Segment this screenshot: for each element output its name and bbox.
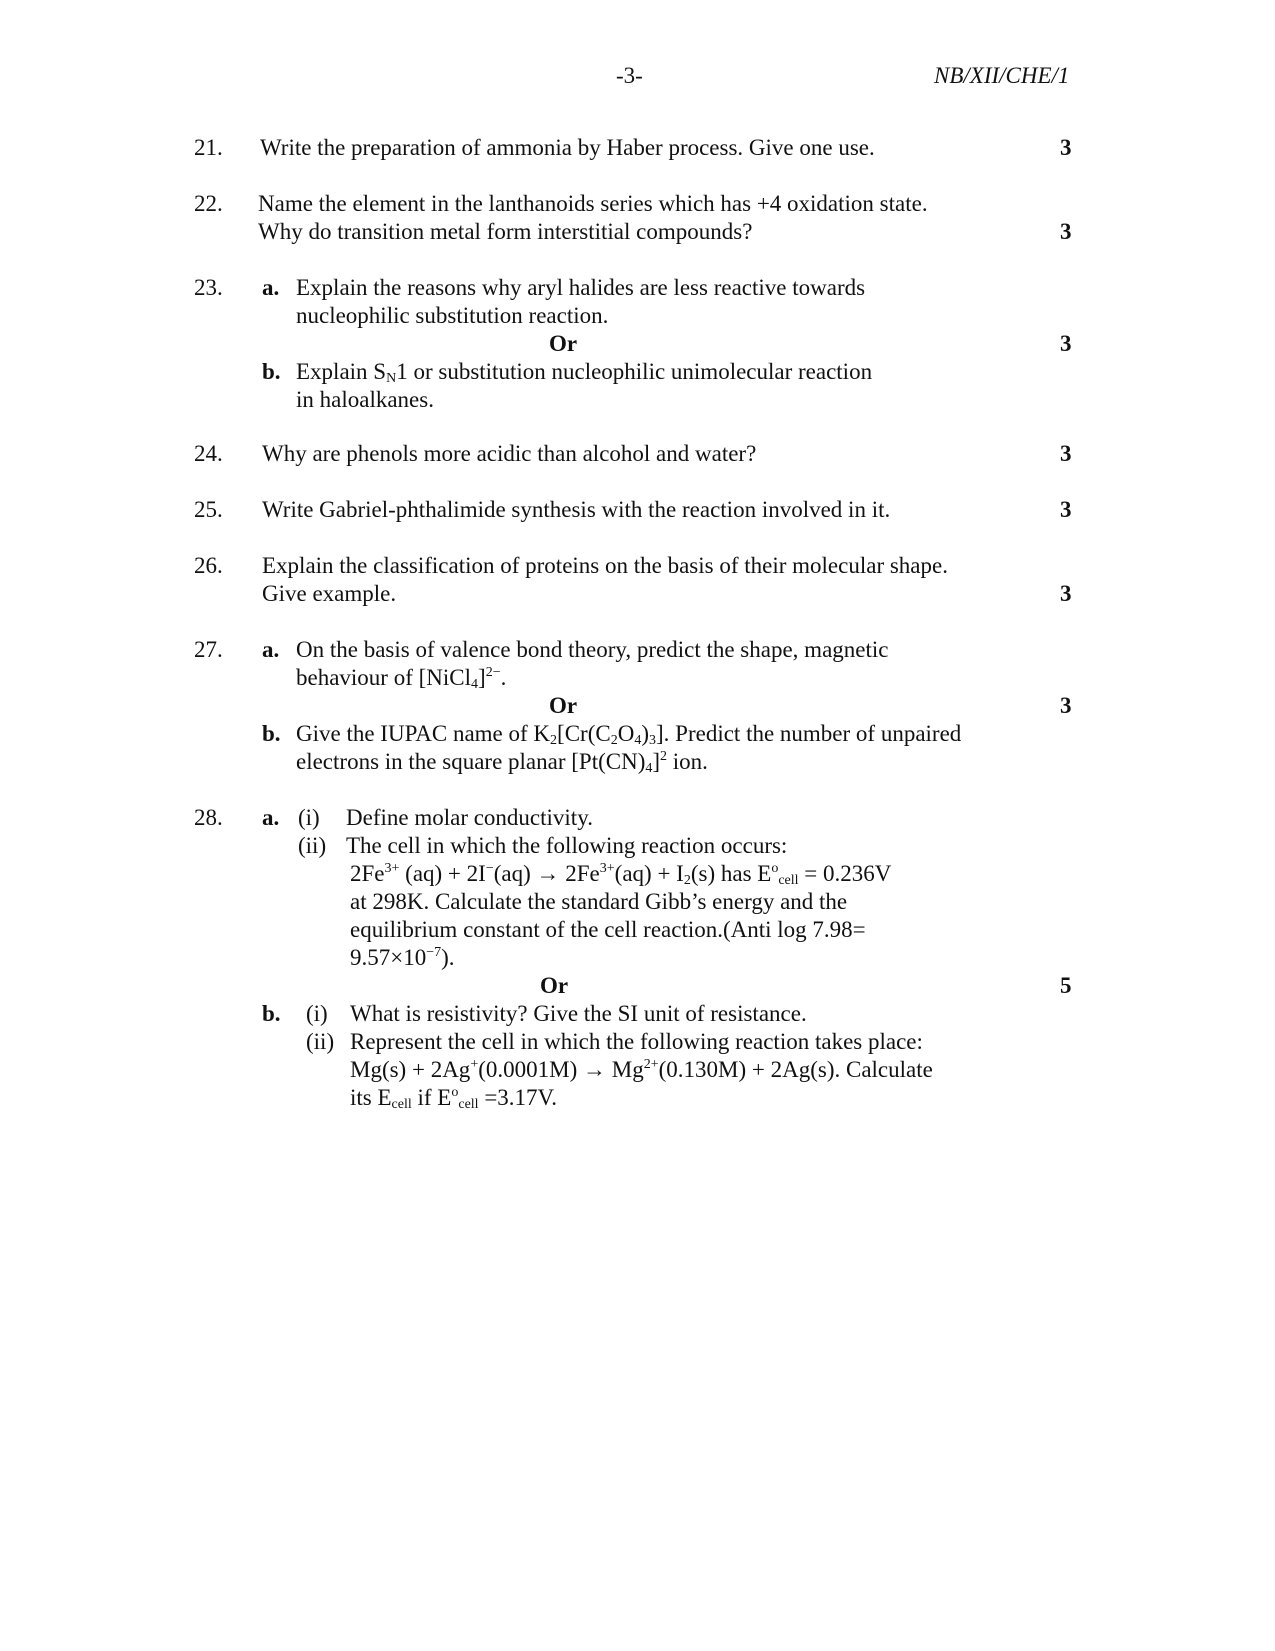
text-segment: Explain S: [296, 359, 387, 384]
question-text-line: at 298K. Calculate the standard Gibb’s energy and the: [350, 889, 848, 914]
subscript: 4: [634, 733, 642, 748]
or-separator: Or: [549, 331, 578, 356]
question-text-line: Why do transition metal form interstitial compounds?: [258, 219, 753, 244]
question-marks: 3: [1060, 497, 1072, 522]
subpart-label: (i): [298, 805, 320, 830]
text-segment: = 0.236V: [798, 861, 892, 886]
text-segment: its E: [350, 1085, 392, 1110]
reaction-equation: [350, 860, 891, 888]
text-segment: (aq) + I: [614, 861, 684, 886]
subscript: 4: [471, 677, 479, 692]
superscript: 3+: [599, 861, 615, 876]
question-number: 28.: [194, 805, 223, 830]
text-segment: ]. Predict the number of unpaired: [656, 721, 962, 746]
subscript: 4: [645, 761, 653, 776]
or-separator: Or: [540, 973, 569, 998]
question-text-line: equilibrium constant of the cell reaction.(Anti log 7.98=: [350, 917, 866, 942]
question-number: 27.: [194, 637, 223, 662]
question-text-line: [296, 664, 506, 692]
text-segment: [Cr(C: [557, 721, 611, 746]
text-segment: (aq) → 2Fe: [493, 861, 600, 886]
question-text-line: [296, 358, 872, 386]
part-b-label: b.: [262, 359, 281, 384]
question-marks: 3: [1060, 581, 1072, 606]
question-text-line: On the basis of valence bond theory, predict the shape, magnetic: [296, 637, 889, 662]
subpart-label: (ii): [306, 1029, 335, 1054]
text-segment: behaviour of [NiCl: [296, 665, 472, 690]
text-segment: =3.17V.: [478, 1085, 557, 1110]
part-b-label: b.: [262, 721, 281, 746]
subscript: N: [386, 371, 397, 386]
question-text-line: [350, 1084, 557, 1112]
text-segment: 2Fe: [350, 861, 385, 886]
text-segment: if E: [411, 1085, 452, 1110]
text-segment: 9.57×10: [350, 945, 427, 970]
question-number: 26.: [194, 553, 223, 578]
text-segment: ).: [441, 945, 455, 970]
text-segment: ion.: [667, 749, 708, 774]
text-segment: (0.0001M) → Mg: [478, 1057, 644, 1082]
question-text-line: What is resistivity? Give the SI unit of resistance.: [350, 1001, 807, 1026]
text-segment: ]: [478, 665, 486, 690]
question-number: 22.: [194, 191, 223, 216]
question-text-line: Explain the reasons why aryl halides are less reactive towards: [296, 275, 866, 300]
question-text: Write the preparation of ammonia by Haber process. Give one use.: [260, 135, 875, 160]
text-segment: Mg(s) + 2Ag: [350, 1057, 471, 1082]
question-marks: 3: [1060, 693, 1072, 718]
text-segment: electrons in the square planar [Pt(CN): [296, 749, 646, 774]
question-marks: 3: [1060, 441, 1072, 466]
superscript: 3+: [384, 861, 400, 876]
reaction-equation: [350, 1056, 933, 1084]
question-text-line: The cell in which the following reaction occurs:: [346, 833, 788, 858]
question-marks: 5: [1060, 973, 1072, 998]
question-text-line: Represent the cell in which the following reaction takes place:: [350, 1029, 923, 1054]
question-marks: 3: [1060, 135, 1072, 160]
text-segment: 1 or substitution nucleophilic unimolecular reaction: [396, 359, 873, 384]
text-segment: (aq) + 2I: [399, 861, 486, 886]
superscript: −7: [426, 945, 442, 960]
question-text-line: Give example.: [262, 581, 397, 606]
subscript: 2: [610, 733, 618, 748]
superscript: 2−: [485, 665, 501, 680]
subscript: cell: [778, 873, 799, 888]
question-marks: 3: [1060, 219, 1072, 244]
text-segment: .: [500, 665, 507, 690]
subpart-label: (ii): [298, 833, 327, 858]
subpart-label: (i): [306, 1001, 328, 1026]
part-a-label: a.: [262, 637, 280, 662]
question-number: 24.: [194, 441, 223, 466]
question-text-line: [296, 720, 961, 748]
superscript: o: [771, 861, 779, 876]
question-text: Write Gabriel-phthalimide synthesis with the reaction involved in it.: [262, 497, 891, 522]
text-segment: Give the IUPAC name of K: [296, 721, 551, 746]
text-segment: (s) has E: [690, 861, 772, 886]
text-segment: (0.130M) + 2Ag(s). Calculate: [658, 1057, 933, 1082]
subscript: 2: [683, 873, 691, 888]
question-text-line: Define molar conductivity.: [346, 805, 593, 830]
question-marks: 3: [1060, 331, 1072, 356]
question-text: Why are phenols more acidic than alcohol and water?: [262, 441, 757, 466]
question-number: 23.: [194, 275, 223, 300]
question-text-line: nucleophilic substitution reaction.: [296, 303, 609, 328]
subscript: 3: [649, 733, 657, 748]
page-number: -3-: [616, 63, 643, 88]
superscript: +: [470, 1057, 479, 1072]
question-text-line: [350, 944, 455, 972]
superscript: 2+: [643, 1057, 659, 1072]
part-a-label: a.: [262, 805, 280, 830]
superscript: o: [451, 1085, 459, 1100]
text-segment: O: [617, 721, 635, 746]
part-b-label: b.: [262, 1001, 281, 1026]
question-number: 21.: [194, 135, 223, 160]
superscript: 2: [660, 749, 668, 764]
question-number: 25.: [194, 497, 223, 522]
question-text-line: in haloalkanes.: [296, 387, 434, 412]
paper-code: NB/XII/CHE/1: [934, 63, 1070, 88]
text-segment: ): [641, 721, 650, 746]
subscript: 2: [550, 733, 558, 748]
or-separator: Or: [549, 693, 578, 718]
text-segment: ]: [652, 749, 661, 774]
part-a-label: a.: [262, 275, 280, 300]
question-text-line: Name the element in the lanthanoids series which has +4 oxidation state.: [258, 191, 928, 216]
question-text-line: Explain the classification of proteins on the basis of their molecular shape.: [262, 553, 948, 578]
question-text-line: [296, 748, 708, 776]
superscript: −: [485, 861, 494, 876]
subscript: cell: [458, 1097, 479, 1112]
subscript: cell: [391, 1097, 412, 1112]
